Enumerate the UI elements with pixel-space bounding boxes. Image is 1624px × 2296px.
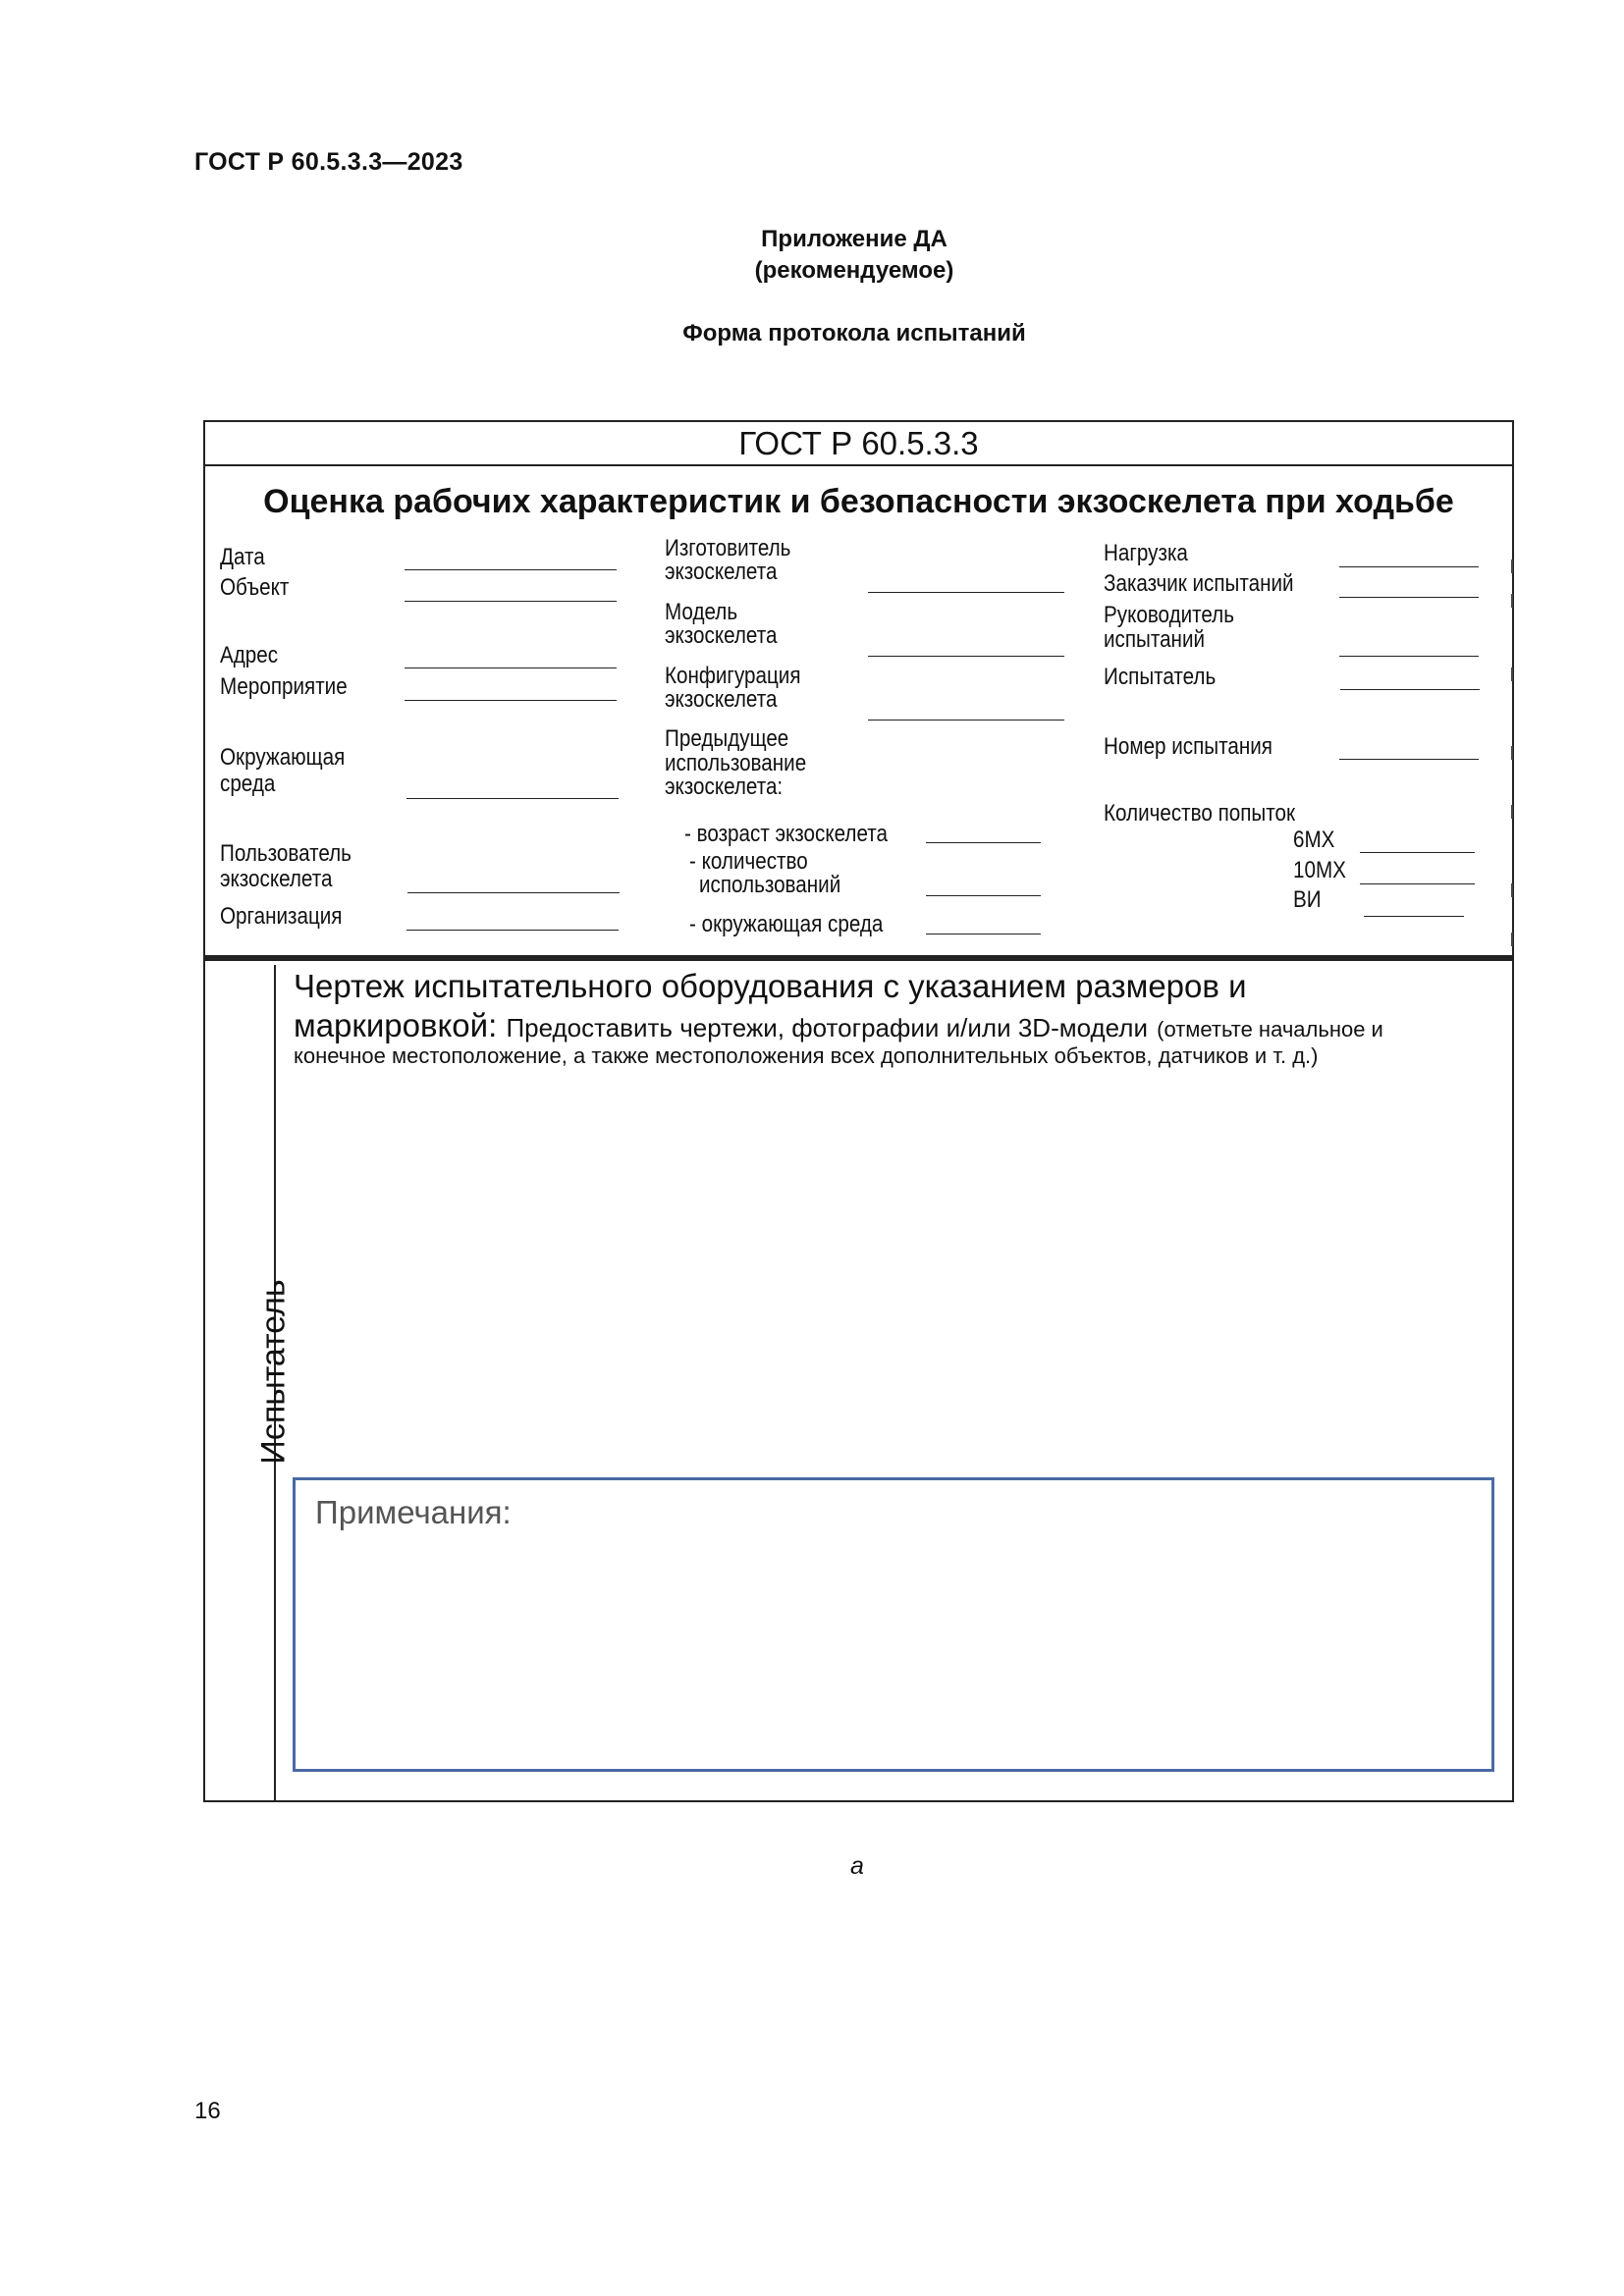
label-object: Объект (220, 574, 290, 601)
label-address: Адрес (220, 642, 279, 668)
label-use-count-2: использований (699, 872, 841, 898)
field-use-count[interactable] (926, 895, 1041, 896)
label-event: Мероприятие (220, 673, 348, 700)
document-code: ГОСТ Р 60.5.3.3—2023 (194, 148, 463, 176)
field-tester[interactable] (1340, 689, 1480, 690)
label-environment-2: среда (220, 771, 276, 797)
drawing-heading (294, 967, 1501, 1049)
label-tester: Испытатель (1104, 664, 1217, 690)
right-edge-mark (1511, 883, 1513, 897)
field-object[interactable] (405, 601, 617, 602)
label-configuration-2: экзоскелета (665, 686, 778, 713)
label-organization: Организация (220, 903, 343, 930)
label-date: Дата (220, 544, 265, 570)
form-title: Оценка рабочих характеристик и безопасности экзоскелета при ходьбе (263, 483, 1454, 520)
field-load[interactable] (1339, 566, 1479, 567)
appendix-title: Приложение ДА (761, 226, 947, 252)
field-manufacturer[interactable] (868, 592, 1064, 593)
label-previous-use-1: Предыдущее (665, 725, 789, 752)
label-user-1: Пользователь (220, 840, 352, 867)
field-lead[interactable] (1339, 656, 1479, 657)
field-user[interactable] (407, 892, 620, 893)
label-manufacturer-2: экзоскелета (665, 559, 778, 585)
field-event[interactable] (405, 700, 617, 701)
figure-caption: а (850, 1852, 864, 1880)
label-attempts: Количество попыток (1104, 800, 1295, 827)
page-number: 16 (194, 2098, 221, 2124)
label-attempts-vi: ВИ (1293, 886, 1322, 913)
field-attempts-6mx[interactable] (1360, 852, 1475, 853)
section-divider (205, 955, 1512, 961)
field-customer[interactable] (1339, 597, 1479, 598)
field-test-number[interactable] (1339, 759, 1479, 760)
right-edge-mark (1511, 594, 1513, 608)
drawing-title-line1: Чертеж испытательного оборудования с указанием размеров и (294, 968, 1247, 1004)
label-previous-use-2: использование (665, 750, 807, 776)
label-test-number: Номер испытания (1104, 733, 1272, 760)
label-use-count-1: - количество (689, 848, 808, 875)
right-edge-mark (1511, 560, 1513, 573)
drawing-title-label: маркировкой: (294, 1007, 498, 1043)
right-edge-mark (1511, 746, 1513, 760)
field-attempts-10mx[interactable] (1360, 883, 1475, 884)
field-address[interactable] (405, 667, 617, 668)
drawing-description: конечное местоположение, а также местоположения всех дополнительных объектов, датчиков и т. д.) (294, 1043, 1319, 1068)
label-model-1: Модель (665, 599, 738, 625)
label-model-2: экзоскелета (665, 622, 778, 649)
label-environment-1: Окружающая (220, 744, 346, 771)
drawing-instruction: Предоставить чертежи, фотографии и/или 3D-модели (506, 1013, 1148, 1042)
section-title: Форма протокола испытаний (682, 320, 1026, 347)
appendix-note: (рекомендуемое) (754, 257, 954, 284)
label-configuration-1: Конфигурация (665, 663, 801, 689)
field-exo-age[interactable] (926, 842, 1041, 843)
field-date[interactable] (405, 569, 617, 570)
field-configuration[interactable] (868, 720, 1064, 721)
notes-field[interactable] (293, 1477, 1494, 1772)
label-lead-1: Руководитель (1104, 602, 1234, 628)
label-user-2: экзоскелета (220, 866, 333, 892)
side-label-tester: Испытатель (254, 1279, 293, 1465)
label-load: Нагрузка (1104, 540, 1188, 566)
label-exo-age: - возраст экзоскелета (684, 821, 888, 847)
test-protocol-form (203, 420, 1514, 1802)
label-prev-environment: - окружающая среда (689, 911, 884, 937)
label-attempts-6mx: 6MX (1293, 827, 1335, 853)
field-environment[interactable] (406, 798, 619, 799)
field-model[interactable] (868, 656, 1064, 657)
label-previous-use-3: экзоскелета: (665, 774, 784, 800)
right-edge-mark (1511, 933, 1513, 946)
field-attempts-vi[interactable] (1364, 916, 1464, 917)
field-organization[interactable] (406, 930, 619, 931)
label-attempts-10mx: 10MX (1293, 857, 1346, 883)
label-customer: Заказчик испытаний (1104, 570, 1294, 597)
right-edge-mark (1511, 805, 1513, 819)
label-manufacturer-1: Изготовитель (665, 535, 791, 561)
form-standard: ГОСТ Р 60.5.3.3 (205, 422, 1512, 466)
label-lead-2: испытаний (1104, 626, 1206, 653)
notes-label: Примечания: (315, 1494, 512, 1530)
right-edge-mark (1511, 667, 1513, 681)
drawing-note: (отметьте начальное и (1157, 1017, 1383, 1041)
